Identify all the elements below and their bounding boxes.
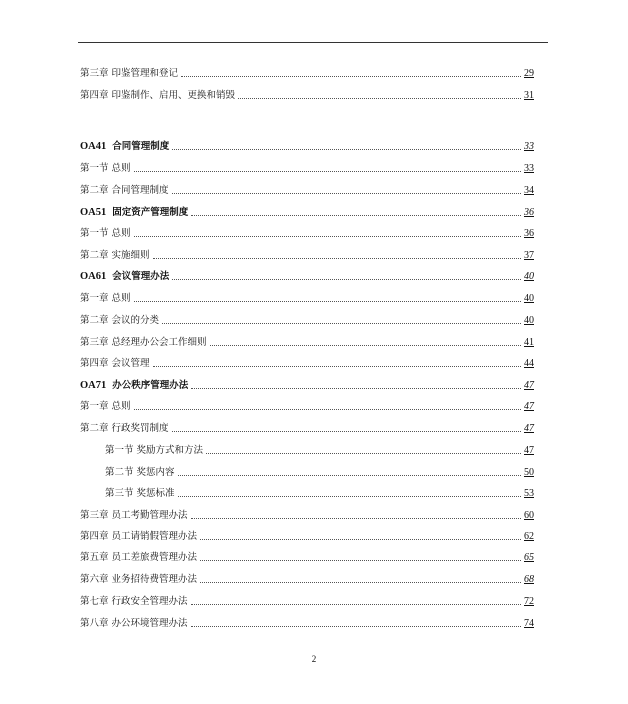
toc-entry-label: 第二章 会议的分类 <box>80 315 160 326</box>
toc-entry-page: 40 <box>524 293 534 304</box>
page-number: 2 <box>311 654 317 664</box>
toc-leader-dots <box>134 301 521 302</box>
toc-entry-label: 第一节 奖励方式和方法 <box>105 445 204 456</box>
toc-leader-dots <box>172 193 521 194</box>
toc-entry[interactable] <box>80 614 534 630</box>
toc-section-entry[interactable] <box>105 463 534 479</box>
toc-leader-dots <box>153 258 521 259</box>
toc-heading-code: OA71 <box>80 380 107 391</box>
toc-section-entry[interactable] <box>105 484 534 500</box>
toc-entry-label: 第五章 员工差旅费管理办法 <box>80 552 198 563</box>
toc-heading-title: 合同管理制度 <box>112 141 170 152</box>
toc-leader-dots <box>200 560 521 561</box>
toc-entry-label: 第三节 奖惩标准 <box>105 488 175 499</box>
toc-leader-dots <box>181 76 521 77</box>
toc-entry-page: 47 <box>524 380 534 391</box>
toc-leader-dots <box>238 98 521 99</box>
toc-entry-page: 36 <box>524 228 534 239</box>
toc-entry-page: 47 <box>524 401 534 412</box>
toc-heading-code: OA51 <box>80 207 107 218</box>
toc-entry-label: 第八章 办公环境管理办法 <box>80 618 188 629</box>
toc-heading-label <box>80 141 169 153</box>
toc-heading-entry[interactable] <box>80 267 534 283</box>
toc-entry-page: 40 <box>524 315 534 326</box>
toc-entry-label: 第一节 总则 <box>80 163 131 174</box>
toc-heading-entry[interactable] <box>80 203 534 219</box>
toc-entry-page: 72 <box>524 596 534 607</box>
toc-entry-page: 36 <box>524 207 534 218</box>
toc-heading-code: OA61 <box>80 271 107 282</box>
toc-entry-label: 第七章 行政安全管理办法 <box>80 596 188 607</box>
toc-leader-dots <box>191 604 521 605</box>
toc-entry-label: 第三章 员工考勤管理办法 <box>80 510 188 521</box>
toc-leader-dots <box>191 388 521 389</box>
toc-entry[interactable] <box>80 224 534 240</box>
toc-entry[interactable] <box>80 397 534 413</box>
toc-heading-label <box>80 207 188 219</box>
toc-leader-dots <box>191 518 521 519</box>
toc-leader-dots <box>172 431 521 432</box>
toc-leader-dots <box>134 409 521 410</box>
toc-entry-page: 60 <box>524 510 534 521</box>
toc-entry-page: 68 <box>524 574 534 585</box>
toc-entry-page: 74 <box>524 618 534 629</box>
toc-leader-dots <box>206 453 521 454</box>
toc-entry-page: 41 <box>524 337 534 348</box>
toc-entry-label: 第一章 总则 <box>80 401 131 412</box>
toc-entry[interactable] <box>80 548 534 564</box>
toc-leader-dots <box>200 539 521 540</box>
toc-entry[interactable] <box>80 333 534 349</box>
toc-leader-dots <box>191 215 521 216</box>
toc-entry-label: 第一章 总则 <box>80 293 131 304</box>
toc-section-entry[interactable] <box>105 441 534 457</box>
toc-entry-label: 第六章 业务招待费管理办法 <box>80 574 198 585</box>
toc-entry-label: 第四章 员工请销假管理办法 <box>80 531 198 542</box>
toc-leader-dots <box>210 345 521 346</box>
toc-entry[interactable] <box>80 527 534 543</box>
toc-entry[interactable] <box>80 246 534 262</box>
toc-entry[interactable] <box>80 311 534 327</box>
toc-entry[interactable] <box>80 419 534 435</box>
toc-entry-page: 47 <box>524 445 534 456</box>
toc-heading-title: 办公秩序管理办法 <box>112 380 189 391</box>
toc-heading-label <box>80 271 169 283</box>
toc-leader-dots <box>134 171 521 172</box>
toc-entry-label: 第二章 合同管理制度 <box>80 185 169 196</box>
toc-entry-page: 62 <box>524 531 534 542</box>
toc-entry[interactable] <box>80 570 534 586</box>
toc-entry-label: 第二章 实施细则 <box>80 250 150 261</box>
toc-entry-page: 31 <box>524 90 534 101</box>
toc-entry-page: 40 <box>524 271 534 282</box>
toc-entry-page: 34 <box>524 185 534 196</box>
toc-leader-dots <box>178 475 521 476</box>
toc-heading-title: 固定资产管理制度 <box>112 207 189 218</box>
toc-heading-label <box>80 380 188 392</box>
toc-leader-dots <box>162 323 521 324</box>
toc-entry-page: 44 <box>524 358 534 369</box>
toc-entry-label: 第二章 行政奖罚制度 <box>80 423 169 434</box>
toc-entry[interactable] <box>80 64 534 80</box>
toc-leader-dots <box>191 626 521 627</box>
toc-heading-code: OA41 <box>80 141 107 152</box>
toc-entry[interactable] <box>80 354 534 370</box>
toc-leader-dots <box>178 496 521 497</box>
toc-leader-dots <box>172 279 521 280</box>
toc-heading-title: 会议管理办法 <box>112 271 170 282</box>
toc-entry[interactable] <box>80 181 534 197</box>
toc-heading-entry[interactable] <box>80 376 534 392</box>
toc-entry-label: 第二节 奖惩内容 <box>105 467 175 478</box>
toc-entry-label: 第一节 总则 <box>80 228 131 239</box>
toc-leader-dots <box>172 149 521 150</box>
toc-entry[interactable] <box>80 289 534 305</box>
toc-entry-page: 29 <box>524 68 534 79</box>
toc-entry-label: 第四章 会议管理 <box>80 358 150 369</box>
toc-entry-page: 53 <box>524 488 534 499</box>
toc-entry[interactable] <box>80 592 534 608</box>
toc-entry-page: 47 <box>524 423 534 434</box>
toc-entry-page: 37 <box>524 250 534 261</box>
toc-entry-label: 第三章 印鉴管理和登记 <box>80 68 179 79</box>
toc-entry-page: 65 <box>524 552 534 563</box>
toc-entry[interactable] <box>80 159 534 175</box>
toc-entry-label: 第四章 印鉴制作、启用、更换和销毁 <box>80 90 236 101</box>
toc-heading-entry[interactable] <box>80 137 534 153</box>
toc-entry[interactable] <box>80 86 534 102</box>
toc-leader-dots <box>153 366 521 367</box>
toc-entry-page: 50 <box>524 467 534 478</box>
toc-leader-dots <box>134 236 521 237</box>
toc-entry-page: 33 <box>524 163 534 174</box>
toc-entry-page: 33 <box>524 141 534 152</box>
toc-leader-dots <box>200 582 521 583</box>
toc-entry-label: 第三章 总经理办公会工作细则 <box>80 337 207 348</box>
toc-entry[interactable] <box>80 506 534 522</box>
